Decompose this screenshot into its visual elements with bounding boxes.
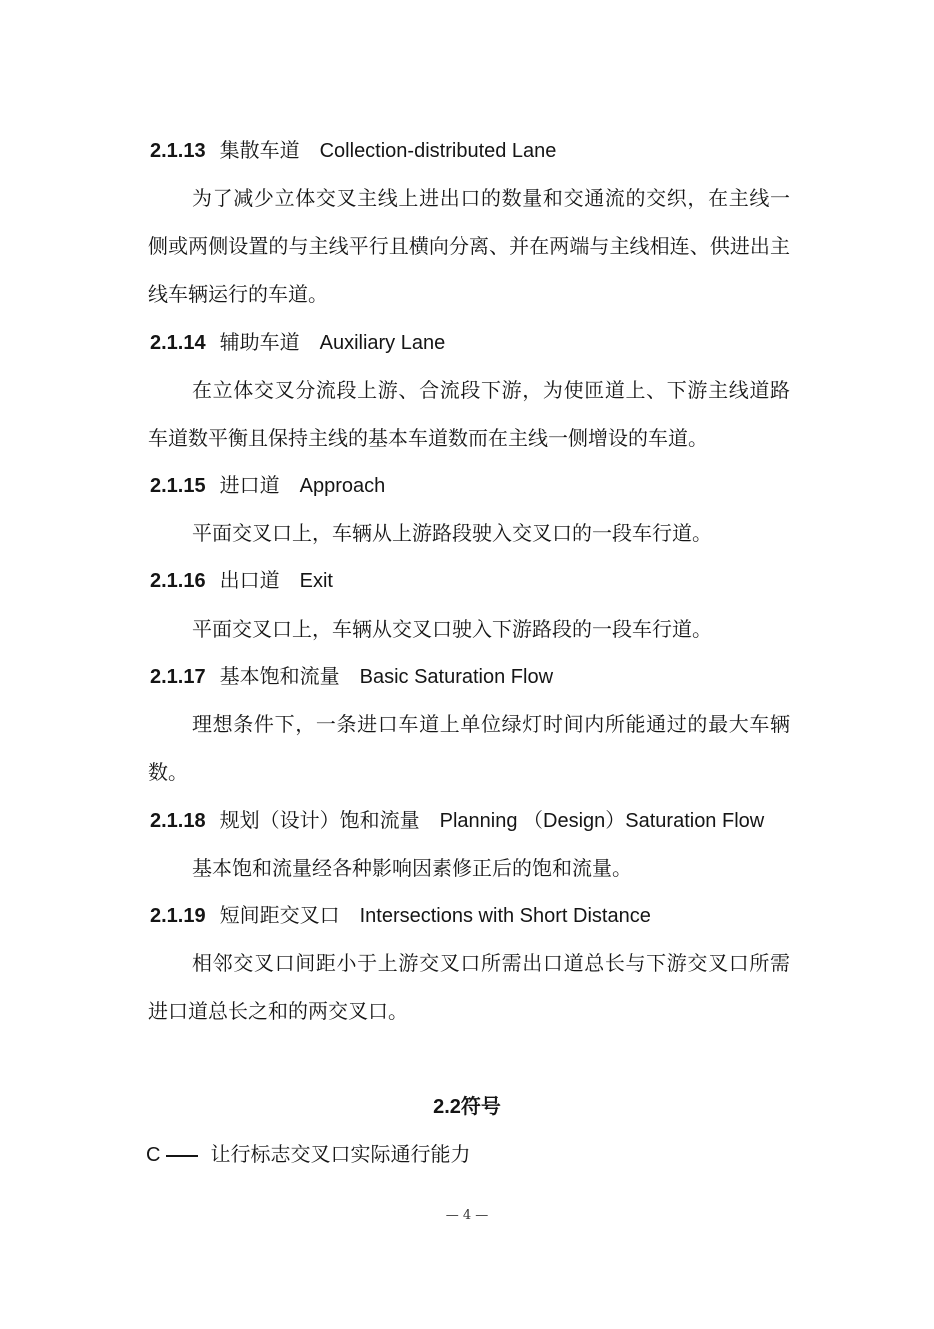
term-title-en: Basic Saturation Flow — [359, 666, 554, 688]
term-number: 2.1.18 — [150, 810, 206, 832]
term-title-cn: 出口道 — [219, 568, 280, 592]
symbol-entry — [146, 1137, 470, 1172]
symbol-letter: C — [146, 1144, 161, 1166]
term-title-en: Intersections with Short Distance — [359, 905, 651, 927]
term-title-cn: 基本饱和流量 — [219, 664, 340, 688]
term-title-cn: 短间距交叉口 — [219, 903, 340, 927]
term-definition-2-1-14: 在立体交叉分流段上游、合流段下游，为使匝道上、下游主线道路车道数平衡且保持主线的基本车道数而在主线一侧增设的车道。 — [148, 378, 790, 450]
term-title-en: Collection-distributed Lane — [319, 140, 557, 162]
section-heading: 2.2符号 — [433, 1096, 501, 1118]
term-definition-2-1-15: 平面交叉口上，车辆从上游路段驶入交叉口的一段车行道。 — [192, 521, 712, 545]
term-definition-2-1-18: 基本饱和流量经各种影响因素修正后的饱和流量。 — [192, 856, 632, 880]
term-heading-2-1-17 — [150, 659, 810, 693]
symbol-definition: 让行标志交叉口实际通行能力 — [210, 1142, 471, 1166]
page-number: — 4 — — [445, 1208, 489, 1223]
term-definition-2-1-17: 理想条件下，一条进口车道上单位绿灯时间内所能通过的最大车辆数。 — [148, 712, 790, 784]
term-heading-2-1-15 — [150, 468, 810, 502]
symbol-dash — [166, 1155, 198, 1157]
term-heading-2-1-14 — [150, 325, 810, 359]
term-definition-2-1-16: 平面交叉口上，车辆从交叉口驶入下游路段的一段车行道。 — [192, 617, 712, 641]
term-title-en: Planning （Design）Saturation Flow — [439, 810, 765, 832]
term-heading-2-1-13 — [150, 133, 810, 167]
term-title-cn: 辅助车道 — [219, 330, 300, 354]
term-title-en: Approach — [299, 475, 386, 497]
term-title-cn: 进口道 — [219, 473, 280, 497]
term-number: 2.1.15 — [150, 475, 206, 497]
term-title-en: Auxiliary Lane — [319, 332, 446, 354]
term-definition-2-1-19: 相邻交叉口间距小于上游交叉口所需出口道总长与下游交叉口所需进口道总长之和的两交叉口。 — [148, 951, 790, 1023]
term-number: 2.1.14 — [150, 332, 206, 354]
term-number: 2.1.16 — [150, 570, 206, 592]
term-heading-2-1-16 — [150, 563, 810, 597]
term-title-cn: 集散车道 — [219, 138, 300, 162]
term-heading-2-1-18 — [150, 803, 810, 837]
term-title-cn: 规划（设计）饱和流量 — [219, 808, 420, 832]
term-heading-2-1-19 — [150, 898, 810, 932]
term-title-en: Exit — [299, 570, 333, 592]
term-definition-2-1-13: 为了减少立体交叉主线上进出口的数量和交通流的交织，在主线一侧或两侧设置的与主线平行且横向分离、并在两端与主线相连、供进出主线车辆运行的车道。 — [148, 186, 790, 306]
term-number: 2.1.19 — [150, 905, 206, 927]
term-number: 2.1.13 — [150, 140, 206, 162]
term-number: 2.1.17 — [150, 666, 206, 688]
